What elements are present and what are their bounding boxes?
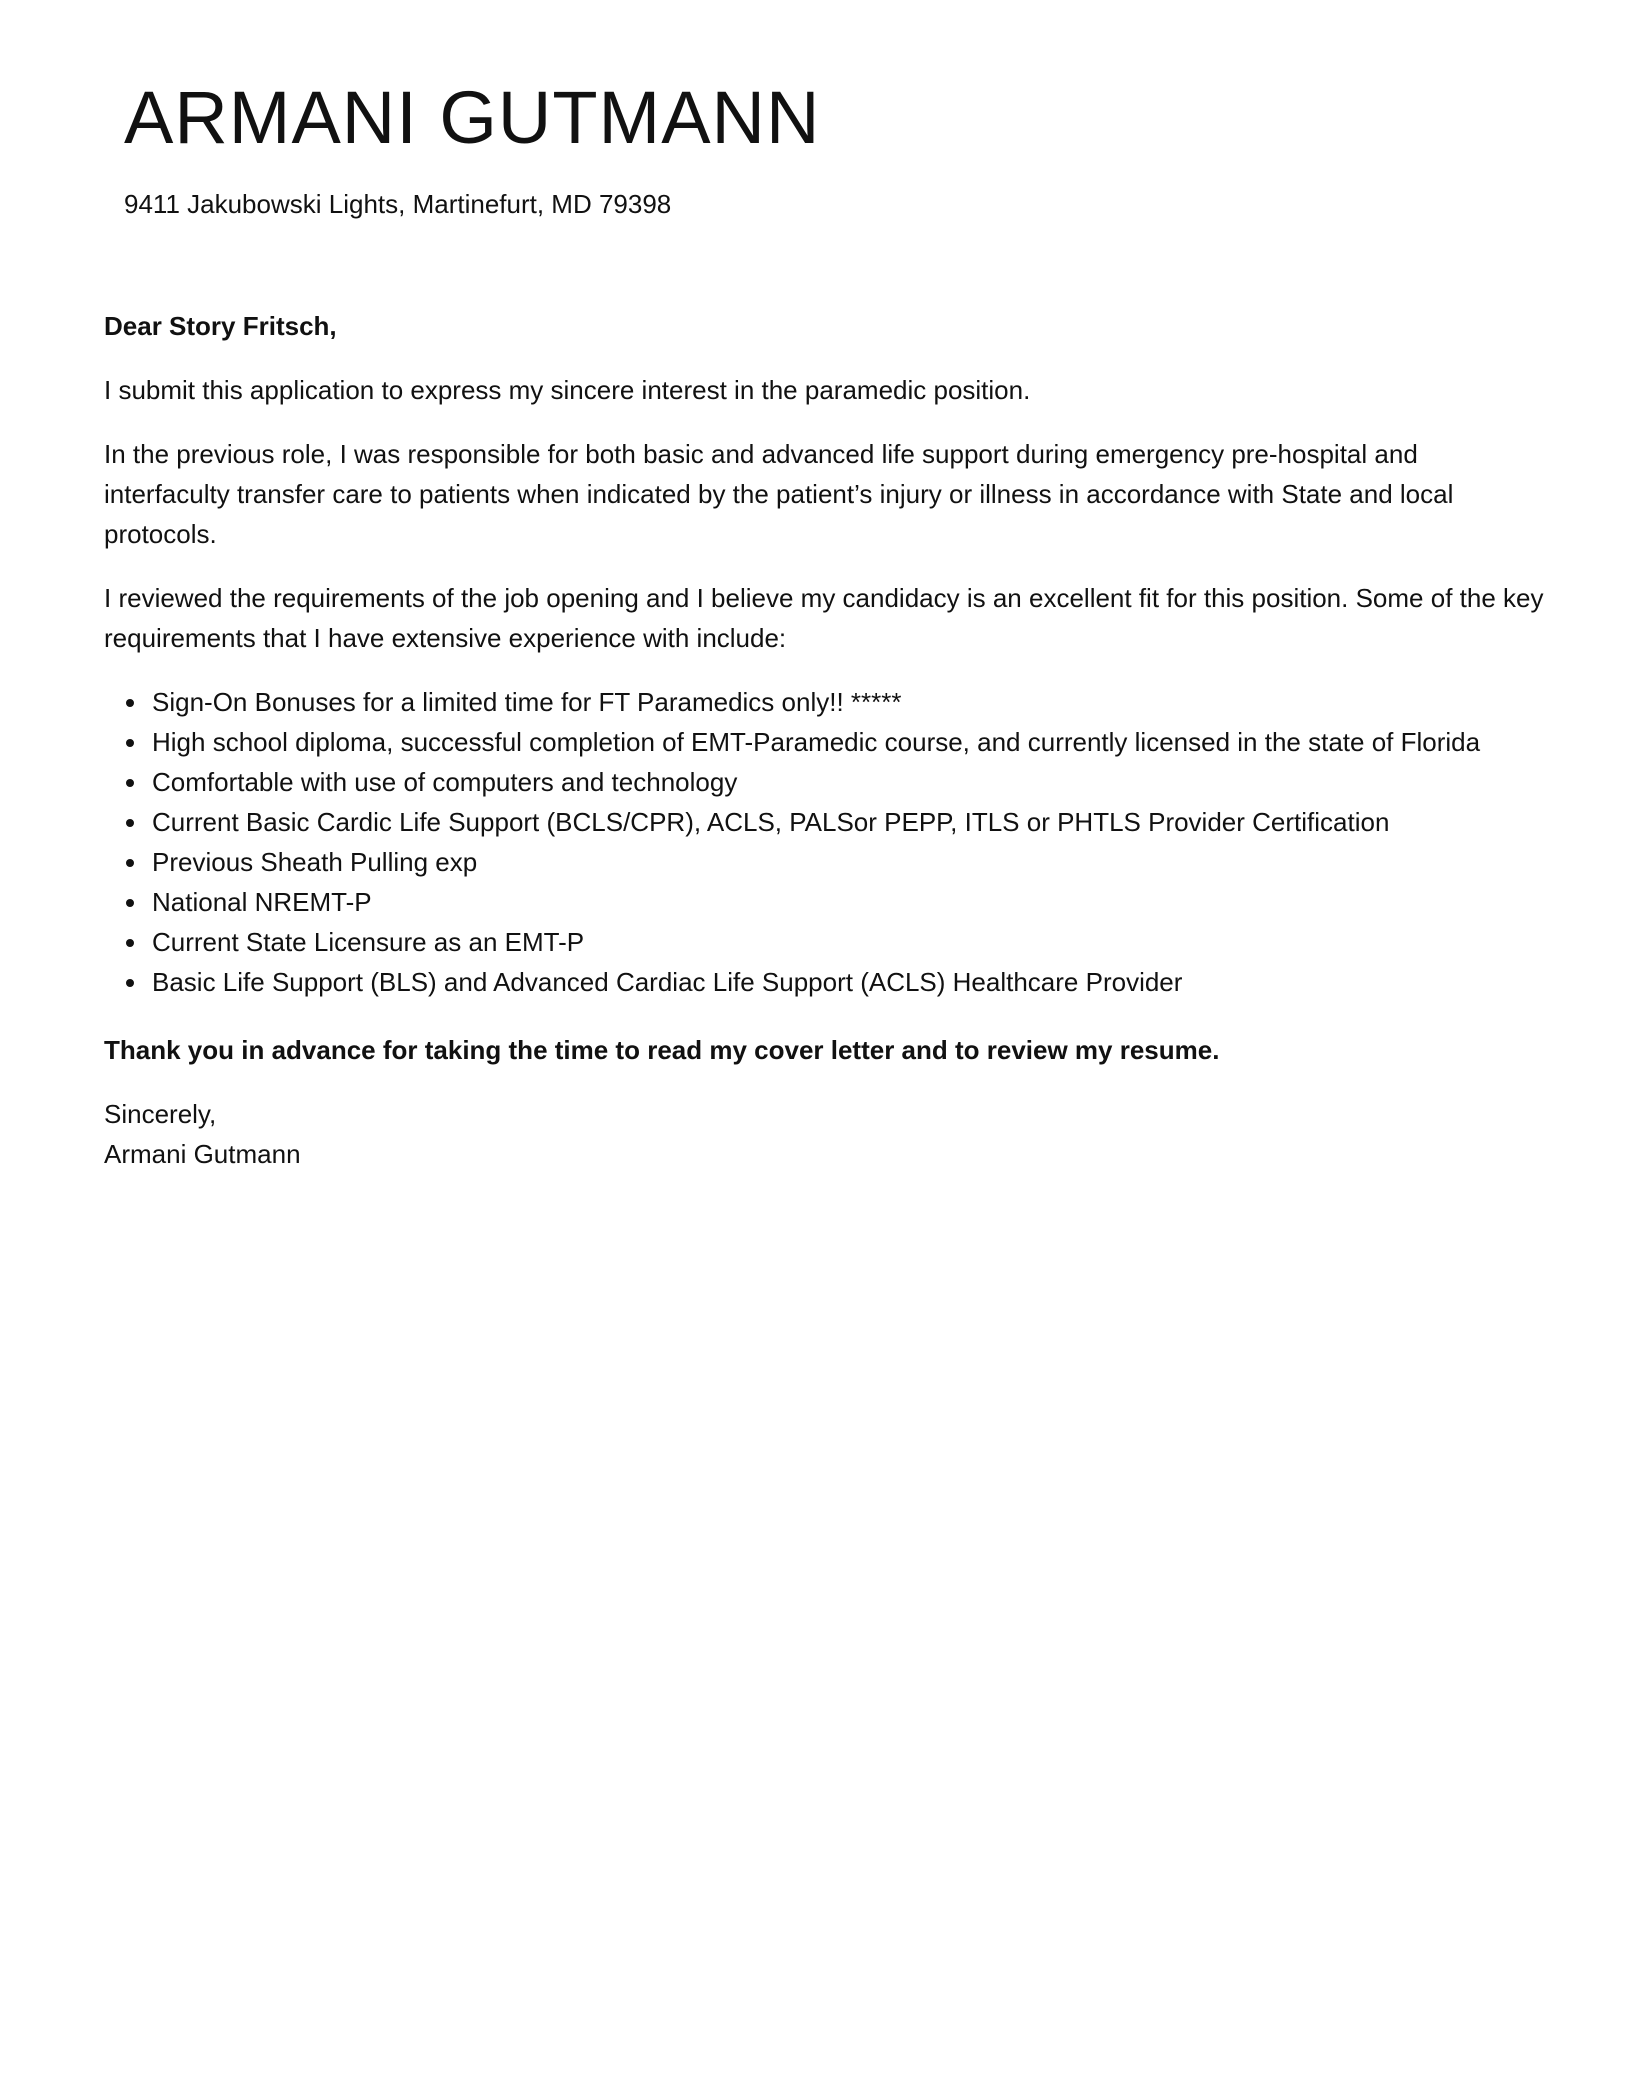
paragraph-requirements-intro: I reviewed the requirements of the job opening and I believe my candidacy is an excellent fit for this position. Some of the key requirements that I have extensive experience with include: [104,583,1544,653]
signature-name: Armani Gutmann [104,1139,301,1169]
list-item-text: Current Basic Cardic Life Support (BCLS/CPR), ACLS, PALSor PEPP, ITLS or PHTLS Provider Certification [152,807,1390,837]
paragraph-intro: I submit this application to express my sincere interest in the paramedic position. [104,375,1031,405]
bullet-icon [126,699,134,707]
bullet-icon [126,979,134,987]
bullet-icon [126,739,134,747]
list-item-text: Current State Licensure as an EMT-P [152,927,585,957]
bullet-icon [126,859,134,867]
bullet-icon [126,939,134,947]
list-item [152,882,1544,922]
list-item-text: Comfortable with use of computers and technology [152,767,738,797]
bullet-icon [126,899,134,907]
valediction: Sincerely, [104,1099,217,1129]
salutation: Dear Story Fritsch, [104,311,337,341]
list-item [152,962,1544,1002]
list-item-text: National NREMT-P [152,887,372,917]
letter-header [124,70,820,222]
list-item-text: Sign-On Bonuses for a limited time for FT Paramedics only!! ***** [152,687,902,717]
bullet-icon [126,779,134,787]
list-item-text: High school diploma, successful completion of EMT-Paramedic course, and currently licensed in the state of Florida [152,727,1481,757]
list-item-text: Basic Life Support (BLS) and Advanced Cardiac Life Support (ACLS) Healthcare Provider [152,967,1183,997]
list-item-text: Previous Sheath Pulling exp [152,847,478,877]
applicant-address: 9411 Jakubowski Lights, Martinefurt, MD 79398 [124,189,672,219]
list-item [152,842,1544,882]
list-item [152,722,1544,762]
list-item [152,762,1544,802]
letter-body [104,306,1544,1174]
paragraph-experience: In the previous role, I was responsible for both basic and advanced life support during emergency pre-hospital and interfaculty transfer care to patients when indicated by the patient’s injury or illness in accordance with State and local protocols. [104,439,1454,549]
list-item [152,802,1544,842]
bullet-icon [126,819,134,827]
list-item [152,922,1544,962]
closing-statement: Thank you in advance for taking the time to read my cover letter and to review my resume. [104,1035,1220,1065]
applicant-name: ARMANI GUTMANN [124,76,821,159]
list-item [152,682,1544,722]
requirements-list [104,682,1544,1002]
